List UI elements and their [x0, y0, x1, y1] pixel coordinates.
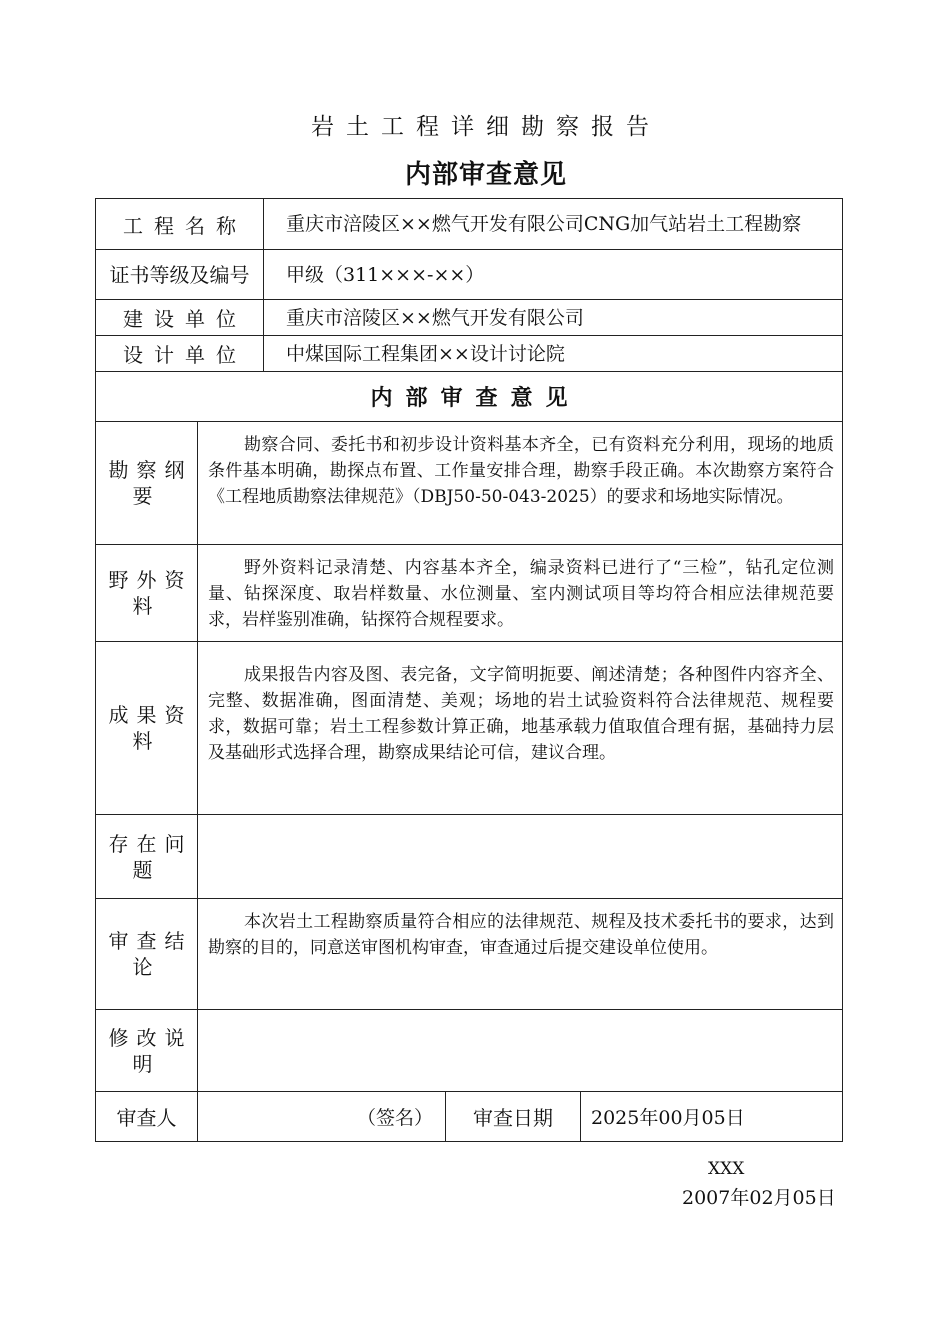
client-label: 建设单位 — [96, 300, 264, 335]
conclusion-row — [95, 899, 843, 1010]
client-value: 重庆市涪陵区××燃气开发有限公司 — [286, 306, 584, 329]
field-data-text: 野外资料记录清楚、内容基本齐全，编录资料已进行了“三检”，钻孔定位测量、钻探深度、取岩样数量、水位测量、室内测试项目等均符合相应法律规范要求，岩样鉴别准确，钻探符合规程要求。 — [208, 558, 834, 630]
document-title: 岩土工程详细勘察报告 — [311, 114, 661, 140]
client-row — [95, 300, 843, 336]
revision-row — [95, 1010, 843, 1092]
field-data-content — [198, 545, 842, 641]
conclusion-label: 审查结论 — [96, 899, 198, 1009]
section-banner: 内部审查意见 — [95, 372, 843, 422]
field-data-label: 野外资料 — [96, 545, 198, 641]
document-subtitle: 内部审查意见 — [404, 160, 567, 190]
certificate-label: 证书等级及编号 — [96, 250, 264, 299]
review-footer-row — [95, 1092, 843, 1142]
field-data-row — [95, 545, 843, 642]
survey-outline-text: 勘察合同、委托书和初步设计资料基本齐全，已有资料充分利用，现场的地质条件基本明确，勘探点布置、工作量安排合理，勘察手段正确。本次勘察方案符合《工程地质勘察法律规范》（DBJ50-50-043-2025）的要求和场地实际情况。 — [208, 435, 834, 507]
revision-label: 修改说明 — [96, 1010, 198, 1091]
project-name-label: 工程名称 — [96, 199, 264, 249]
survey-outline-row — [95, 422, 843, 545]
review-table — [95, 198, 843, 1142]
signature-field: （签名） — [198, 1092, 446, 1141]
revision-content — [198, 1010, 842, 1091]
project-name-value: 重庆市涪陵区××燃气开发有限公司CNG加气站岩土工程勘察 — [286, 213, 802, 235]
results-row — [95, 642, 843, 815]
certificate-value: 甲级（311×××-××） — [286, 263, 485, 286]
document-date: 2007年02月05日 — [682, 1187, 836, 1209]
results-content — [198, 642, 842, 814]
survey-outline-content — [198, 422, 842, 544]
review-date-label: 审查日期 — [446, 1092, 581, 1141]
designer-label: 设计单位 — [96, 336, 264, 371]
project-name-row — [95, 198, 843, 250]
designer-value: 中煤国际工程集团××设计讨论院 — [286, 342, 565, 365]
issues-content — [198, 815, 842, 898]
designer-row — [95, 336, 843, 372]
issues-label: 存在问题 — [96, 815, 198, 898]
reviewer-label: 审查人 — [96, 1092, 198, 1141]
conclusion-content — [198, 899, 842, 1009]
results-label: 成果资料 — [96, 642, 198, 814]
review-date-value: 2025年00月05日 — [591, 1107, 745, 1129]
author-name: XXX — [708, 1159, 745, 1179]
results-text: 成果报告内容及图、表完备，文字简明扼要、阐述清楚；各种图件内容齐全、完整、数据准确，图面清楚、美观；场地的岩土试验资料符合法律规范、规程要求，数据可靠；岩土工程参数计算正确，地基承载力值取值合理有据，基础持力层及基础形式选择合理，勘察成果结论可信，建议合理。 — [208, 665, 834, 763]
certificate-row — [95, 250, 843, 300]
issues-row — [95, 815, 843, 899]
survey-outline-label: 勘察纲要 — [96, 422, 198, 544]
conclusion-text: 本次岩土工程勘察质量符合相应的法律规范、规程及技术委托书的要求，达到勘察的目的，同意送审图机构审查，审查通过后提交建设单位使用。 — [208, 912, 834, 958]
